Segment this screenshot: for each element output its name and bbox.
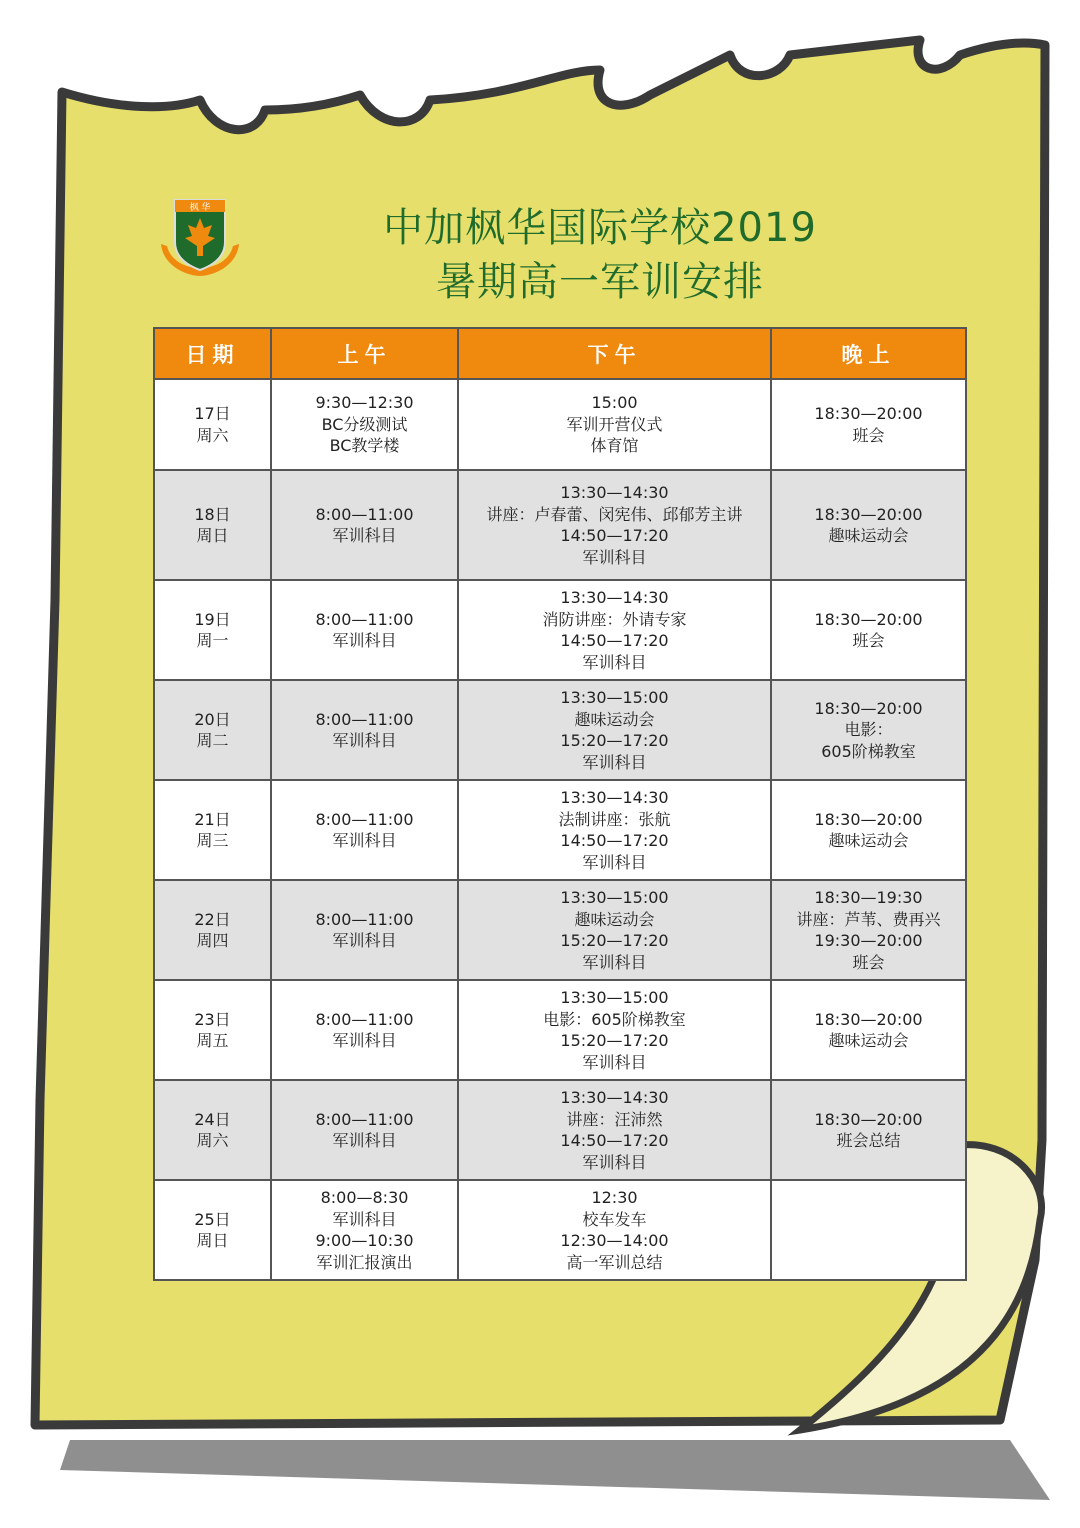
cell-text: 15:00 [591,393,638,413]
cell-date [154,379,271,470]
cell-afternoon [458,1080,771,1180]
cell-evening [771,680,966,780]
cell-text: 军训科目 [582,952,647,972]
cell-text: 趣味运动会 [828,831,909,850]
cell-text: 军训汇报演出 [316,1252,413,1272]
cell-text: 8:00—11:00 [315,1109,414,1129]
cell-text: 8:00—11:00 [315,909,414,929]
cell-text: 14:50—17:20 [560,526,669,545]
cell-text: 18:30—20:00 [814,809,923,829]
cell-morning [271,980,458,1080]
cell-text: 12:30 [591,1188,638,1207]
cell-evening [771,780,966,880]
cell-morning [271,470,458,580]
cell-text: 8:00—11:00 [315,809,414,829]
cell-text: 15:20—17:20 [560,1031,669,1050]
header-date: 日期 [154,328,271,379]
cell-text: 军训科目 [332,831,397,850]
cell-text: 周一 [196,631,229,650]
cell-text: 20日 [194,709,231,729]
cell-text: BC教学楼 [329,436,400,456]
cell-text: 周日 [196,1231,229,1250]
cell-text: 班会 [852,425,885,445]
cell-text: 趣味运动会 [574,709,655,729]
cell-morning [271,1180,458,1280]
cell-text: 13:30—15:00 [560,888,669,907]
cell-text: 18:30—19:30 [814,888,923,907]
cell-text: 消防讲座：外请专家 [542,609,687,629]
cell-text: 趣味运动会 [828,526,909,545]
cell-text: 周二 [196,731,229,750]
cell-evening [771,379,966,470]
cell-text: 军训科目 [582,752,647,772]
cell-morning [271,780,458,880]
cell-text: 高一军训总结 [566,1252,663,1272]
cell-text: 8:00—8:30 [320,1188,409,1207]
table-row [154,680,966,780]
cell-text: 电影： [844,720,893,740]
title-line-1: 中加枫华国际学校2019 [383,205,817,251]
cell-text: 13:30—14:30 [560,1088,669,1107]
cell-text: 讲座：卢春蕾、闵宪伟、邱郁芳主讲 [486,504,743,524]
cell-evening [771,580,966,680]
cell-text: 趣味运动会 [828,1031,909,1050]
title-line-2: 暑期高一军训安排 [436,259,764,305]
cell-text: 9:30—12:30 [315,393,414,413]
cell-morning [271,379,458,470]
cell-text: 14:50—17:20 [560,631,669,650]
cell-text: 18:30—20:00 [814,1109,923,1129]
cell-text: 18:30—20:00 [814,504,923,524]
cell-text: 25日 [194,1209,231,1229]
cell-text: 电影：605阶梯教室 [543,1009,686,1029]
cell-text: 体育馆 [590,436,639,456]
cell-text: 14:50—17:20 [560,831,669,850]
cell-text: 班会 [852,631,885,650]
cell-text: 8:00—11:00 [315,609,414,629]
cell-text: 21日 [194,809,231,829]
cell-text: 周日 [196,526,229,545]
header-evening: 晚上 [771,328,966,379]
cell-text: 周六 [196,1131,229,1150]
cell-afternoon [458,980,771,1080]
cell-afternoon [458,580,771,680]
cell-text: 605阶梯教室 [821,741,916,761]
cell-date [154,470,271,580]
cell-evening [771,470,966,580]
cell-afternoon [458,780,771,880]
cell-text: 讲座：汪沛然 [566,1109,663,1129]
cell-text: 8:00—11:00 [315,1009,414,1029]
cell-text: 13:30—14:30 [560,588,669,607]
cell-text: 军训科目 [332,631,397,650]
cell-text: 18:30—20:00 [814,609,923,629]
cell-date [154,980,271,1080]
header-afternoon: 下午 [458,328,771,379]
cell-afternoon [458,470,771,580]
cell-text: 14:50—17:20 [560,1131,669,1150]
cell-text: 13:30—14:30 [560,788,669,807]
cell-text: 22日 [194,909,231,929]
cell-text: 18:30—20:00 [814,1009,923,1029]
cell-text: 24日 [194,1109,231,1129]
table-row [154,880,966,980]
table-row [154,1180,966,1280]
cell-morning [271,580,458,680]
table-row [154,780,966,880]
cell-text: 军训科目 [332,1031,397,1050]
cell-text: 班会总结 [836,1131,901,1150]
cell-date [154,680,271,780]
cell-evening [771,880,966,980]
cell-text: 19:30—20:00 [814,931,923,950]
cell-text: 8:00—11:00 [315,504,414,524]
school-logo [157,196,243,278]
cell-date [154,580,271,680]
header-morning: 上午 [271,328,458,379]
cell-text: 8:00—11:00 [315,709,414,729]
cell-text: 军训科目 [582,852,647,872]
cell-morning [271,1080,458,1180]
table-row [154,980,966,1080]
cell-text: 17日 [194,404,231,423]
cell-text: 军训科目 [332,526,397,545]
cell-text: 军训科目 [582,1152,647,1172]
cell-text: 军训科目 [582,652,647,672]
cell-evening [771,1180,966,1280]
cell-text: 15:20—17:20 [560,731,669,750]
cell-text: 13:30—14:30 [560,483,669,502]
cell-text: 军训科目 [332,1209,397,1229]
table-header-row [154,328,966,379]
schedule-table [153,327,967,1281]
cell-evening [771,1080,966,1180]
cell-morning [271,880,458,980]
cell-text: 军训科目 [582,1052,647,1072]
cell-text: 12:30—14:00 [560,1231,669,1250]
table-row [154,470,966,580]
paper-shadow [60,1440,1050,1500]
cell-text: 法制讲座：张航 [558,809,671,829]
cell-text: 18:30—20:00 [814,698,923,718]
cell-text: BC分级测试 [321,414,408,434]
cell-text: 校车发车 [582,1209,647,1229]
cell-afternoon [458,680,771,780]
cell-text: 军训科目 [582,547,647,567]
cell-text: 18:30—20:00 [814,404,923,423]
cell-date [154,780,271,880]
cell-text: 19日 [194,609,231,629]
cell-text: 15:20—17:20 [560,931,669,950]
cell-date [154,1180,271,1280]
cell-text: 班会 [852,952,885,972]
cell-evening [771,980,966,1080]
cell-morning [271,680,458,780]
cell-text: 13:30—15:00 [560,988,669,1007]
cell-text: 周四 [196,931,229,950]
cell-date [154,1080,271,1180]
cell-text: 周三 [196,831,229,850]
cell-text: 讲座：芦苇、费再兴 [796,909,941,929]
cell-text: 9:00—10:30 [315,1231,414,1250]
cell-text: 13:30—15:00 [560,688,669,707]
maple-shield-icon [157,196,243,278]
cell-text: 军训科目 [332,931,397,950]
cell-text: 18日 [194,504,231,524]
cell-afternoon [458,1180,771,1280]
cell-text: 军训科目 [332,731,397,750]
cell-text: 23日 [194,1009,231,1029]
cell-text: 趣味运动会 [574,909,655,929]
logo-text: 枫 华 [189,203,211,213]
table-row [154,1080,966,1180]
cell-date [154,880,271,980]
cell-afternoon [458,379,771,470]
cell-text: 军训开营仪式 [566,414,663,434]
cell-afternoon [458,880,771,980]
cell-text: 军训科目 [332,1131,397,1150]
cell-text: 周六 [196,425,229,445]
cell-text: 周五 [196,1031,229,1050]
table-row [154,580,966,680]
table-row [154,379,966,470]
